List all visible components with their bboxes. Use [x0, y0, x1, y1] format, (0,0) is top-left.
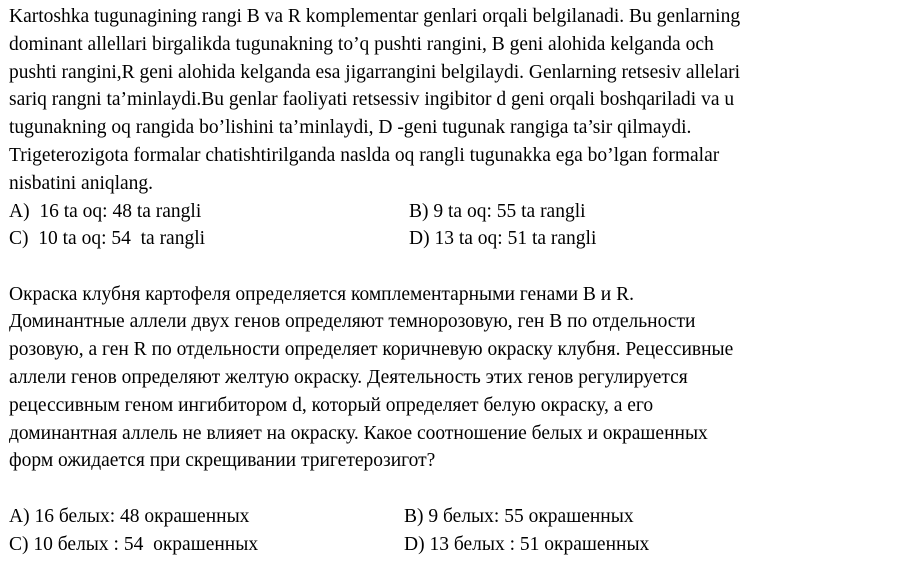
ru-option-b: B) 9 белых: 55 окрашенных — [404, 506, 634, 528]
ru-question-line: Окраска клубня картофеля определяется комплементарными генами B и R. — [9, 283, 634, 305]
ru-question-line: аллели генов определяют желтую окраску. Деятельность этих генов регулируется — [9, 367, 688, 389]
ru-question-line: рецессивным геном ингибитором d, который определяет белую окраску, а его — [9, 394, 654, 416]
ru-question-line: розовую, а ген R по отдельности определяет коричневую окраску клубня. Рецессивные — [9, 339, 734, 361]
spacer — [9, 475, 909, 503]
uz-option-b: B) 9 ta oq: 55 ta rangli — [409, 200, 586, 222]
uz-question-line: Kartoshka tugunagining rangi B va R komplementar genlari orqali belgilanadi. Bu genlarning — [9, 6, 741, 27]
ru-option-c: С) 10 белых : 54 окрашенных — [9, 533, 259, 555]
uz-option-c: C) 10 ta oq: 54 ta rangli — [9, 228, 206, 250]
uz-question-line: dominant allellari birgalikda tugunakning to’q pushti rangini, B geni alohida kelganda och — [9, 33, 714, 55]
uz-option-a: A) 16 ta oq: 48 ta rangli — [9, 200, 202, 222]
ru-option-d: D) 13 белых : 51 окрашенных — [404, 533, 650, 555]
ru-question-line: доминантная аллель не влияет на окраску. Какое соотношение белых и окрашенных — [9, 422, 708, 444]
uz-answer-options — [9, 198, 909, 254]
uz-question-line: Trigeterozigota formalar chatishtirilganda naslda oq rangli tugunakka ega bo’lgan formalar — [9, 144, 720, 166]
uz-question-line: tugunakning oq rangida bo’lishini ta’minlaydi, D -geni tugunak rangiga ta’sir qilmaydi. — [9, 117, 692, 139]
ru-option-a: А) 16 белых: 48 окрашенных — [9, 506, 250, 528]
ru-question-line: Доминантные аллели двух генов определяют темнорозовую, ген B по отдельности — [9, 311, 696, 333]
uz-question-text — [9, 3, 909, 198]
ru-answer-options — [9, 503, 909, 559]
ru-question-line: форм ожидается при скрещивании тригетерозигот? — [9, 450, 436, 472]
document-body — [9, 3, 909, 559]
uz-question-line: pushti rangini,R geni alohida kelganda esa jigarrangini belgilaydi. Genlarning retsesiv allelari — [9, 61, 741, 83]
ru-question-text — [9, 281, 909, 476]
uz-question-line: sariq rangni ta’minlaydi.Bu genlar faoliyati retsessiv ingibitor d geni orqali boshqariladi va u — [9, 89, 735, 111]
uz-option-d: D) 13 ta oq: 51 ta rangli — [409, 228, 597, 250]
uz-question-line: nisbatini aniqlang. — [9, 172, 154, 194]
spacer — [9, 253, 909, 281]
